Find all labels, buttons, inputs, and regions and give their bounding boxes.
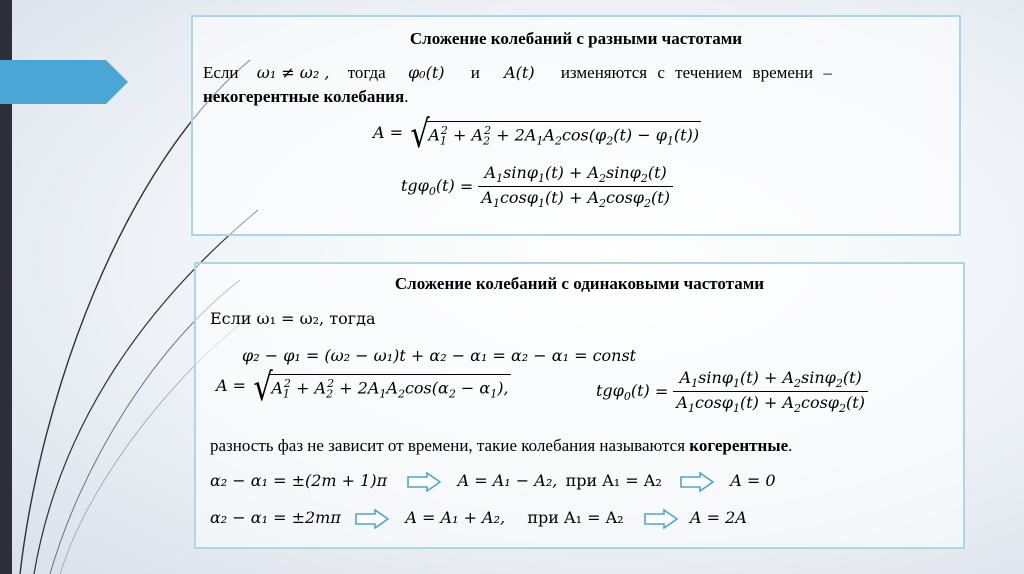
right-arrow-icon — [407, 472, 441, 492]
right-arrow-icon — [644, 509, 678, 529]
case2-result: A = A₁ + A₂, — [405, 508, 506, 527]
if-word: Если — [203, 63, 239, 82]
condition-formula: ω₁ ≠ ω₂ , — [256, 63, 330, 82]
panel-equal-frequencies — [194, 262, 965, 549]
coherent-term: когерентные — [689, 436, 789, 455]
panel2-heading: Сложение колебаний с одинаковыми частотами — [394, 274, 765, 293]
period: . — [404, 87, 409, 106]
phase-difference-equation: φ₂ − φ₁ = (ω₂ − ω₁)t + α₂ − α₁ = α₂ − α₁ = const — [242, 346, 637, 365]
case1-condition: α₂ − α₁ = ±(2m + 1)π — [210, 471, 388, 490]
period: . — [788, 436, 793, 455]
panel2-condition-line — [210, 309, 375, 329]
case2-when: при A₁ = A₂ — [527, 508, 624, 527]
accent-arrow-icon — [0, 60, 128, 104]
case1-final: A = 0 — [730, 471, 776, 490]
right-arrow-icon — [680, 472, 714, 492]
panel1-amplitude-formula: $A = √A_1^2 + A_2^2 + 2A_1A_2\cos(\varphi_2(t) - \varphi_1(t))$ — [373, 112, 700, 156]
incoherent-term: некогерентные колебания — [203, 87, 405, 106]
panel1-tangent-formula: tgφ$_0$(t) = $\frac{A_1\sin\varphi_1(t) + A_2\sin\varphi_2(t)}{A_1\cos\varphi_1(t) + A_2\cos\varphi_2(t)}$ — [401, 163, 673, 210]
case1-result: A = A₁ − A₂, — [457, 471, 558, 490]
changes-text: изменяются с течением времени – — [560, 63, 832, 82]
amplitude-symbol: A(t) — [504, 63, 535, 82]
equal-frequency-condition: Если ω₁ = ω₂, тогда — [210, 309, 376, 328]
phase-independence-text: разность фаз не зависит от времени, такие колебания называются — [210, 436, 686, 455]
panel1-condition-line — [203, 63, 948, 83]
panel2-coherent-line — [210, 436, 792, 456]
phi-zero-symbol: φ₀(t) — [407, 63, 445, 82]
panel1-heading: Сложение колебаний с разными частотами — [409, 29, 743, 48]
right-arrow-icon — [355, 509, 389, 529]
panel2-amplitude-formula: $A = √A_1^2 + A_2^2 + 2A_1A_2\cos(\alpha_2 - \alpha_1)$, — [216, 365, 509, 409]
then-word: тогда — [347, 63, 386, 82]
case2-final: A = 2A — [690, 508, 747, 527]
and-word: и — [470, 63, 480, 82]
panel1-incoherent-line — [203, 87, 408, 107]
case2-condition: α₂ − α₁ = ±2mπ — [210, 508, 341, 527]
case1-row — [210, 471, 776, 492]
case2-row — [210, 508, 747, 529]
case1-when: при A₁ = A₂ — [565, 471, 662, 490]
panel2-tangent-formula: tgφ$_0$(t) = $\frac{A_1\sin\varphi_1(t) + A_2\sin\varphi_2(t)}{A_1\cos\varphi_1(t) + A_2\cos\varphi_2(t)}$ — [596, 368, 868, 415]
panel-different-frequencies — [191, 15, 961, 236]
